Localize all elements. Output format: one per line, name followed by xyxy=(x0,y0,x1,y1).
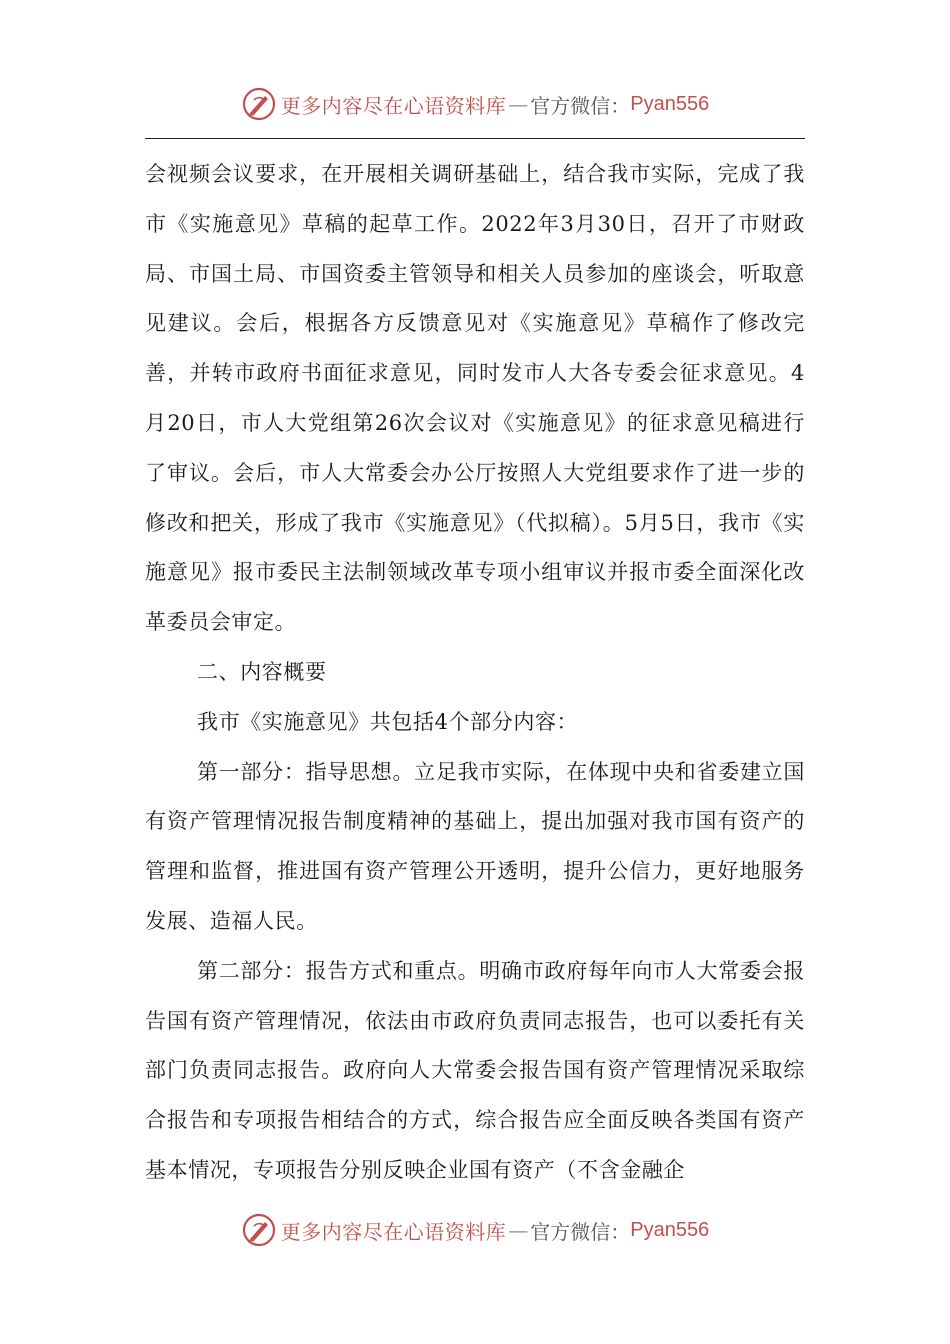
pen-logo-icon xyxy=(241,1212,277,1248)
paragraph-part-one: 第一部分：指导思想。立足我市实际，在体现中央和省委建立国有资产管理情况报告制度精神的基础上，提出加强对我市国有资产的管理和监督，推进国有资产管理公开透明，提升公信力，更好地服务发展、造福人民。 xyxy=(145,759,805,933)
paragraph-summary-intro: 我市《实施意见》共包括4个部分内容： xyxy=(197,709,579,734)
pen-logo-icon xyxy=(241,86,277,122)
banner-text: 更多内容尽在心语资料库 xyxy=(280,1219,507,1244)
header-divider xyxy=(145,138,805,139)
banner-wechat-label: 官方微信： xyxy=(530,1219,631,1244)
paragraph-process: 会视频会议要求，在开展相关调研基础上，结合我市实际，完成了我市《实施意见》草稿的起草工作。2022年3月30日，召开了市财政局、市国土局、市国资委主管领导和相关人员参加的座谈会，听取意见建议。会后，根据各方反馈意见对《实施意见》草稿作了修改完善，并转市政府书面征求意见，同时发市人大各专委会征求意见。4月20日，市人大党组第26次会议对《实施意见》的征求意见稿进行了审议。会后，市人大常委会办公厅按照人大党组要求作了进一步的修改和把关，形成了我市《实施意见》（代拟稿）。5月5日，我市《实施意见》报市委民主法制领域改革专项小组审议并报市委全面深化改革委员会审定。 xyxy=(145,162,805,635)
document-body xyxy=(145,150,805,1196)
banner-dash: — xyxy=(508,92,529,116)
section-heading: 二、内容概要 xyxy=(197,659,327,684)
banner-text: 更多内容尽在心语资料库 xyxy=(280,93,507,118)
banner-wechat-id: Pyan556 xyxy=(630,1218,710,1241)
paragraph-part-two: 第二部分：报告方式和重点。明确市政府每年向市人大常委会报告国有资产管理情况，依法由市政府负责同志报告，也可以委托有关部门负责同志报告。政府向人大常委会报告国有资产管理情况采取综合报告和专项报告相结合的方式，综合报告应全面反映各类国有资产基本情况，专项报告分别反映企业国有资产（不含金融企 xyxy=(145,958,805,1182)
banner-wechat-id: Pyan556 xyxy=(630,92,710,115)
footer-banner xyxy=(0,1208,950,1252)
banner-dash: — xyxy=(508,1218,529,1242)
header-banner xyxy=(0,82,950,126)
banner-wechat-label: 官方微信： xyxy=(530,93,631,118)
